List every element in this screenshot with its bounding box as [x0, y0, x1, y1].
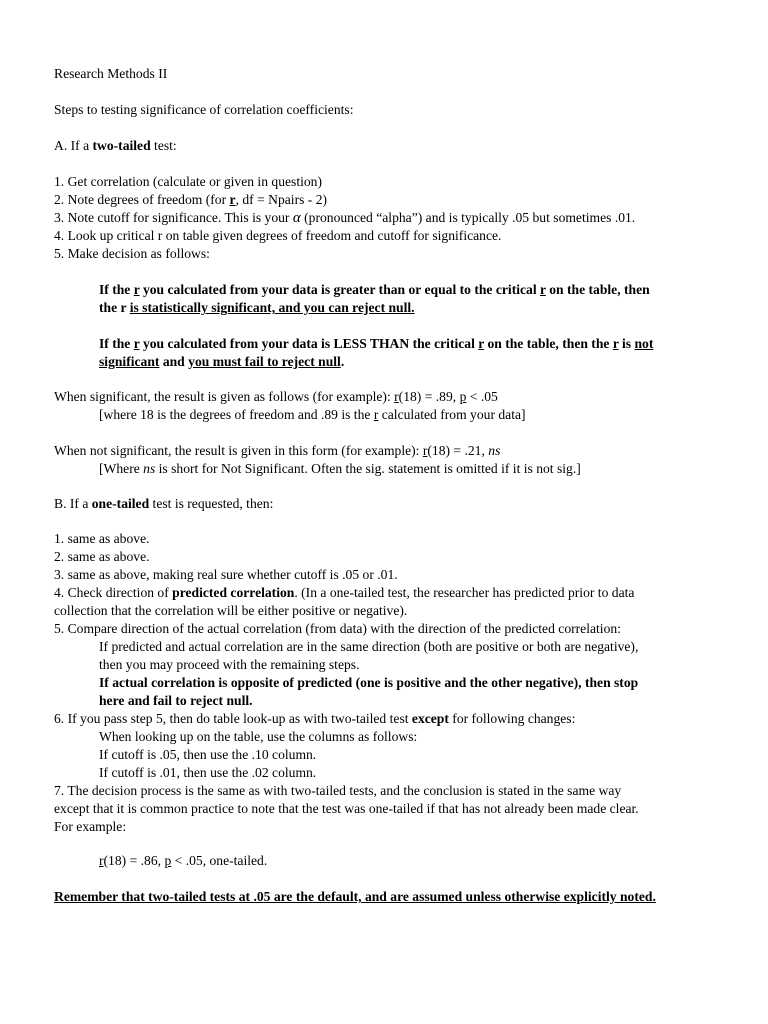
text: test:: [150, 138, 177, 153]
section-b-step-4: [54, 584, 634, 602]
section-a-step-5: 5. Make decision as follows:: [54, 246, 210, 261]
section-b-step-3: 3. same as above, making real sure whether cutoff is .05 or .01.: [54, 567, 398, 582]
text: you must fail to reject null: [188, 354, 341, 369]
section-b-step-5-line-3: then you may proceed with the remaining steps.: [99, 657, 360, 672]
text: 2. Note degrees of freedom (for: [54, 192, 230, 207]
text: r: [612, 336, 619, 351]
text: except: [411, 711, 449, 726]
text: .: [340, 354, 345, 369]
section-b-step-4-cont: collection that the correlation will be either positive or negative).: [54, 603, 408, 618]
text: on the table, then the: [484, 336, 613, 351]
closing-remark: Remember that two-tailed tests at .05 are the default, and are assumed unless otherwise explicitly noted.: [54, 889, 656, 904]
text: r: [133, 336, 140, 351]
text: . (In a one-tailed test, the researcher has predicted prior to data: [294, 585, 635, 600]
section-b-step-6-line-4: If cutoff is .01, then use the .02 column.: [99, 765, 317, 780]
text: r: [133, 282, 140, 297]
text: If the: [99, 282, 134, 297]
section-b-step-1: 1. same as above.: [54, 531, 150, 546]
section-b-step-5-line-4: If actual correlation is opposite of predicted (one is positive and the other negative), then stop: [99, 675, 639, 690]
one-tailed-example: [99, 852, 267, 870]
text: predicted correlation: [172, 585, 295, 600]
rule-significant-line-2: [99, 299, 415, 317]
intro-text: Steps to testing significance of correlation coefficients:: [54, 102, 354, 117]
text: [where 18 is the degrees of freedom and .89 is the: [99, 407, 374, 422]
rule-not-significant-line-1: [99, 335, 653, 353]
text: not: [634, 336, 654, 351]
text: 3. Note cutoff for significance. This is your: [54, 210, 293, 225]
section-b-step-2: 2. same as above.: [54, 549, 150, 564]
text: p: [459, 389, 467, 404]
text: you calculated from your data is greater than or equal to the critical: [139, 282, 541, 297]
text: (18) = .89,: [398, 389, 460, 404]
text: < .05, one-tailed.: [171, 853, 268, 868]
text: is short for Not Significant. Often the sig. statement is omitted if it is not sig.]: [155, 461, 581, 476]
text: (18) = .86,: [103, 853, 165, 868]
significant-result-line: [54, 388, 498, 406]
text: When not significant, the result is given in this form (for example):: [54, 443, 423, 458]
text: you calculated from your data is LESS THAN the critical: [139, 336, 479, 351]
text: (18) = .21,: [427, 443, 489, 458]
text: ns: [488, 443, 501, 458]
text: 6. If you pass step 5, then do table look-up as with two-tailed test: [54, 711, 412, 726]
text: calculated from your data]: [378, 407, 526, 422]
section-b-heading: [54, 495, 273, 513]
text: the r: [99, 300, 130, 315]
section-a-step-3: [54, 209, 635, 227]
text: significant: [99, 354, 160, 369]
significant-result-note: [99, 406, 526, 424]
text: r: [99, 853, 104, 868]
not-significant-result-line: [54, 442, 500, 460]
text: If the: [99, 336, 134, 351]
text: When significant, the result is given as follows (for example):: [54, 389, 395, 404]
text: r: [229, 192, 236, 207]
section-b-step-7: 7. The decision process is the same as with two-tailed tests, and the conclusion is stated in the same way: [54, 783, 622, 798]
not-significant-result-note: [99, 460, 581, 478]
text: ns: [143, 461, 156, 476]
text: [Where: [99, 461, 144, 476]
text: A. If a: [54, 138, 93, 153]
text: and: [159, 354, 189, 369]
text: r: [373, 407, 379, 422]
text: , df = Npairs - 2): [235, 192, 328, 207]
text: two-tailed: [92, 138, 151, 153]
text: for following changes:: [448, 711, 576, 726]
section-b-step-7-line-3: For example:: [54, 819, 127, 834]
section-b-step-5: 5. Compare direction of the actual correlation (from data) with the direction of the predicted correlation:: [54, 621, 621, 636]
section-a-step-1: 1. Get correlation (calculate or given in question): [54, 174, 322, 189]
section-b-step-5-line-5: here and fail to reject null.: [99, 693, 253, 708]
section-a-step-2: [54, 191, 327, 209]
section-b-step-5-line-2: If predicted and actual correlation are in the same direction (both are positive or both are negative),: [99, 639, 639, 654]
section-b-step-6-line-3: If cutoff is .05, then use the .10 column.: [99, 747, 317, 762]
rule-not-significant-line-2: [99, 353, 344, 371]
text: one-tailed: [91, 496, 150, 511]
section-b-step-6-line-2: When looking up on the table, use the columns as follows:: [99, 729, 418, 744]
text: test is requested, then:: [149, 496, 274, 511]
alpha-symbol: α: [292, 210, 301, 226]
section-b-step-7-line-2: except that it is common practice to note that the test was one-tailed if that has not already been made clear.: [54, 801, 639, 816]
text: p: [164, 853, 172, 868]
section-a-step-4: 4. Look up critical r on table given degrees of freedom and cutoff for significance.: [54, 228, 502, 243]
text: (pronounced “alpha”) and is typically .05 but sometimes .01.: [300, 210, 636, 225]
text: is statistically significant, and you can reject null.: [129, 300, 415, 315]
text: r: [478, 336, 485, 351]
text: is: [618, 336, 635, 351]
text: r: [394, 389, 399, 404]
text: 4. Check direction of: [54, 585, 173, 600]
document-title: Research Methods II: [54, 66, 168, 81]
text: B. If a: [54, 496, 92, 511]
text: r: [422, 443, 428, 458]
section-a-heading: [54, 137, 177, 155]
text: r: [540, 282, 546, 297]
section-b-step-6: [54, 710, 575, 728]
text: < .05: [466, 389, 498, 404]
rule-significant-line-1: [99, 281, 650, 299]
text: on the table, then: [545, 282, 650, 297]
